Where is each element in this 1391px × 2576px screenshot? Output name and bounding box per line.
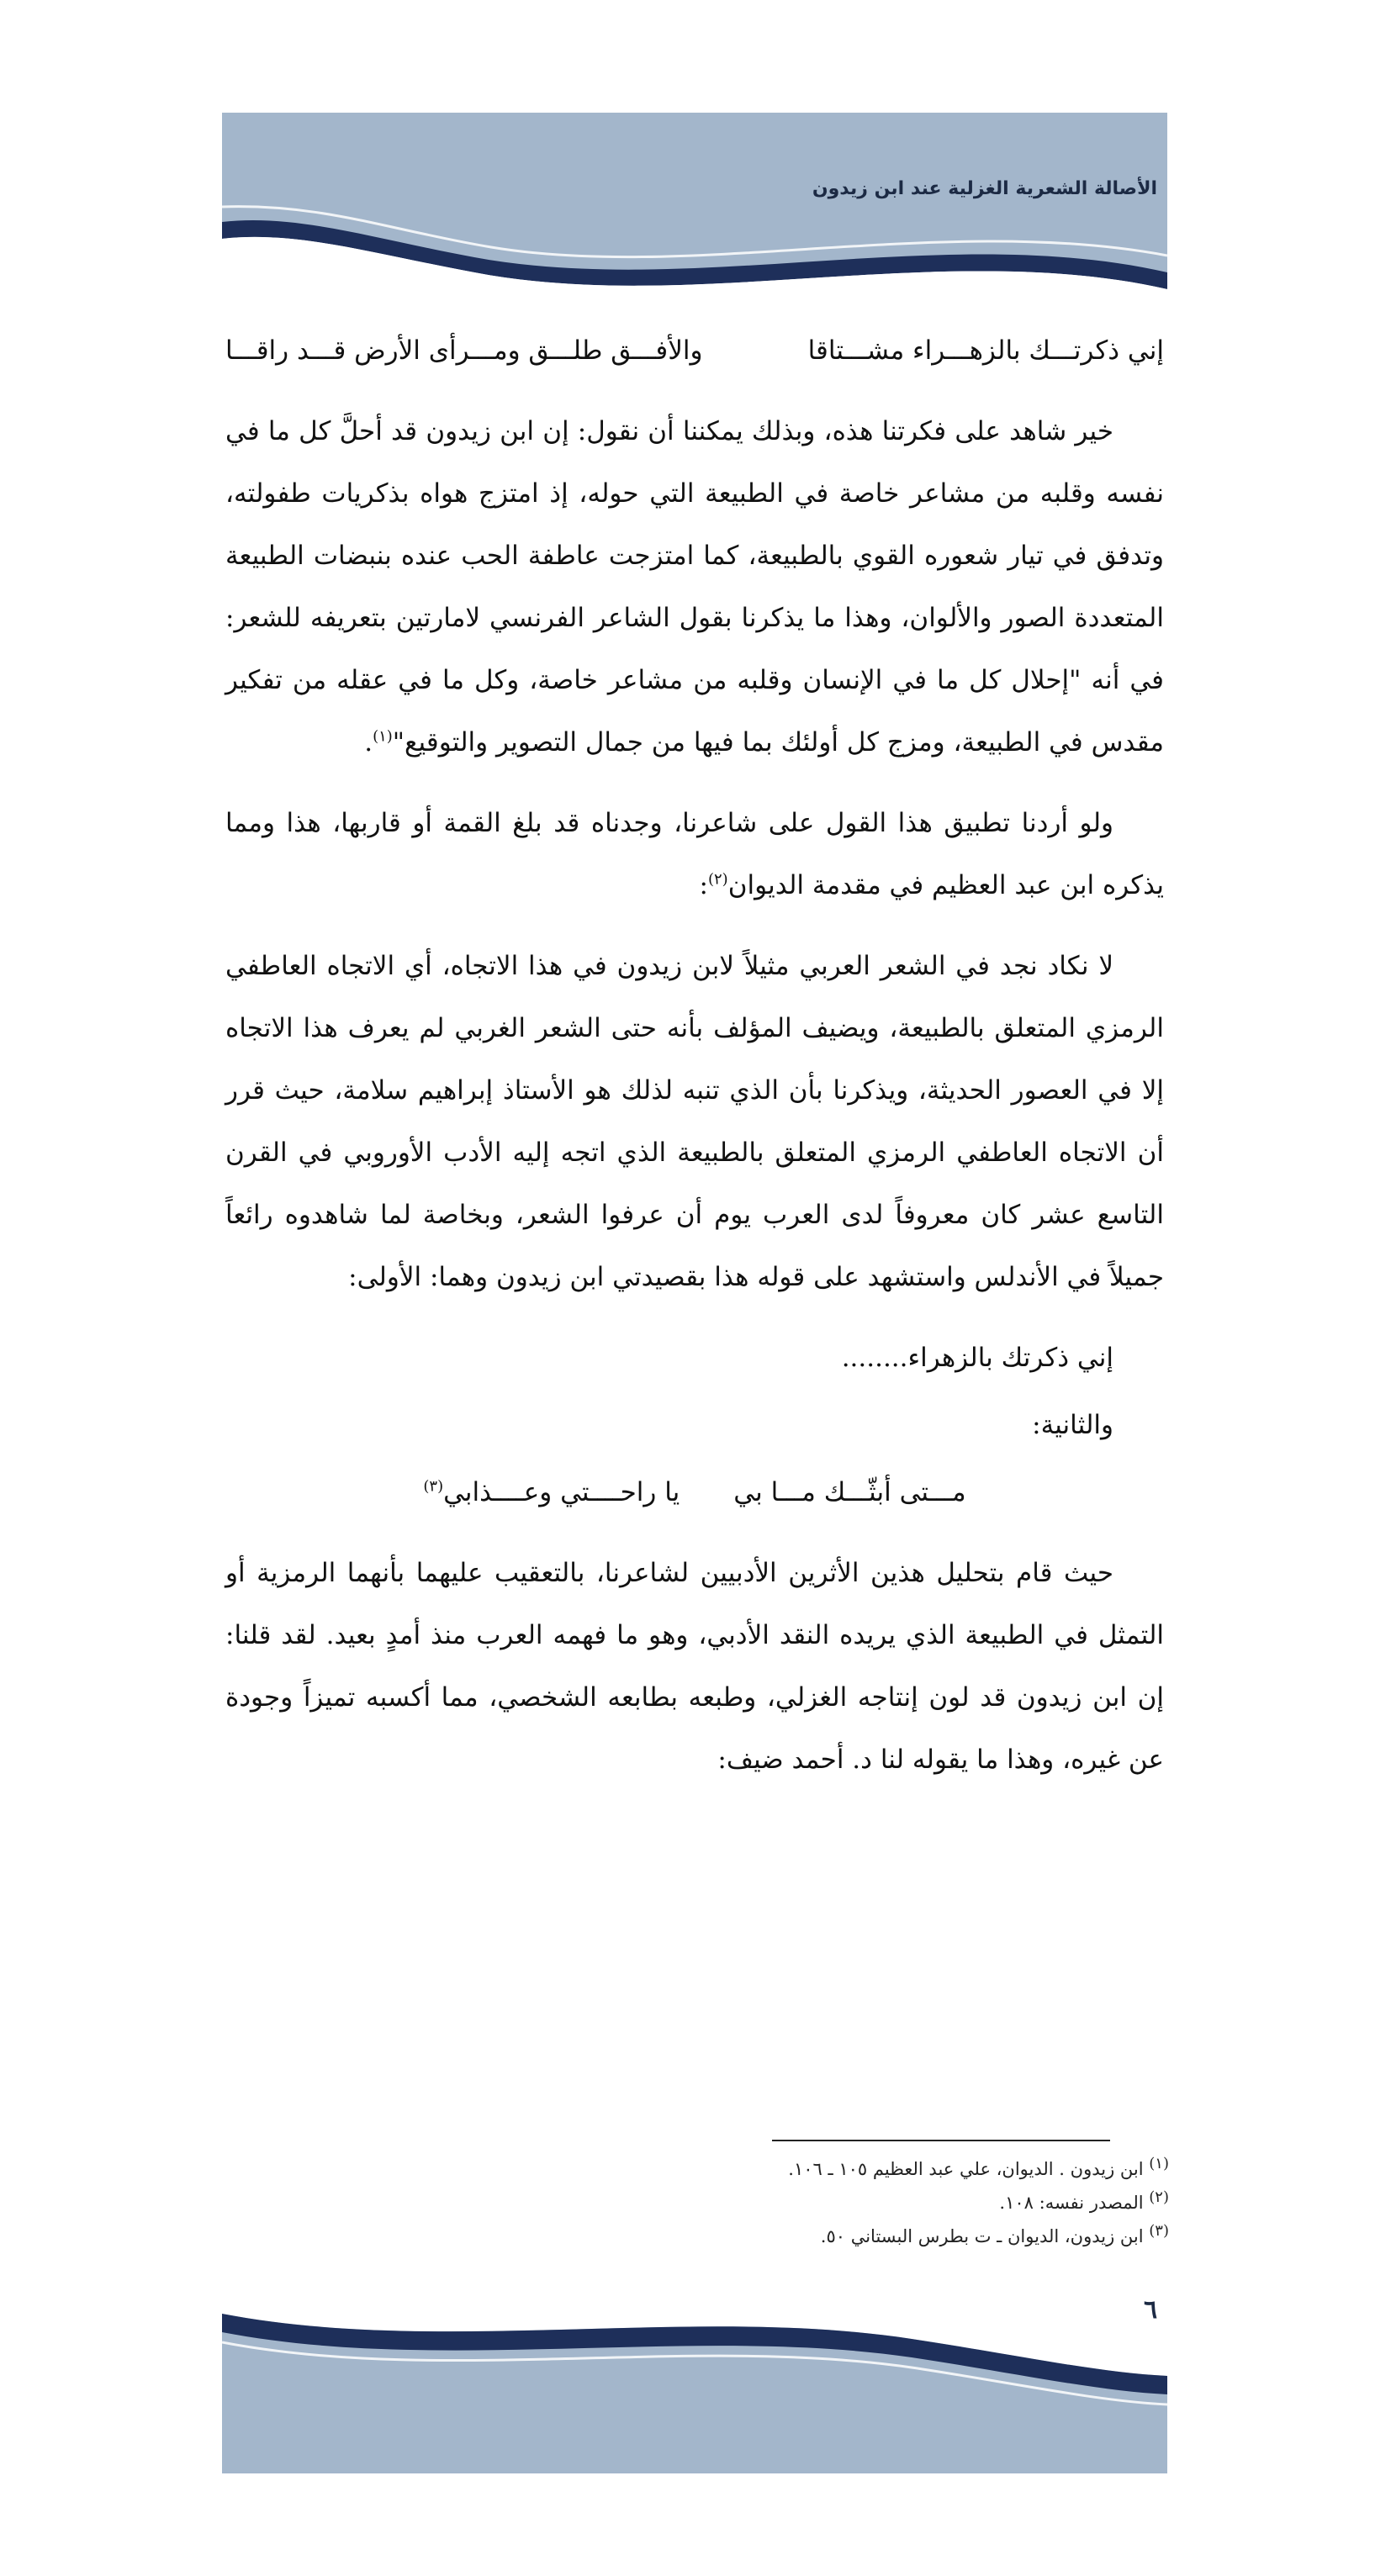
paragraph [225, 400, 1164, 773]
footnote-ref: (٣) [423, 1477, 444, 1496]
footnote-ref: (٢) [707, 870, 728, 889]
main-text [225, 319, 1164, 1809]
footer-decorative-band [222, 2314, 1167, 2473]
paragraph-text: ولو أردنا تطبيق هذا القول على شاعرنا، وجدناه قد بلغ القمة أو قاربها، هذا ومما يذكره ابن عبد العظيم في مقدمة الديوان [225, 808, 1164, 900]
paragraph [225, 935, 1164, 1308]
footnote: $^{(٣)}$ ابن زيدون، الديوان ـ ت بطرس البستاني ٥٠. [820, 2222, 1169, 2246]
paragraph-text: خير شاهد على فكرتنا هذه، وبذلك يمكننا أن نقول: إن ابن زيدون قد أحلَّ كل ما في نفسه وقلبه من مشاعر خاصة في الطبيعة التي حوله، إذ امتزج هواه بذكريات طفولته، وتدفق في تيار شعوره القوي بالطبيعة، كما امتزجت عاطفة الحب عنده بنبضات الطبيعة المتعددة الصور والألوان، وهذا ما يذكرنا بقول الشاعر الفرنسي لامارتين بتعريفه للشعر: في أنه "إحلال كل ما في الإنسان وقلبه من مشاعر خاصة، وكل ما في عقله من تفكير مقدس في الطبيعة، ومزج كل أولئك بما فيها من جمال التصوير والتوقيع" [225, 416, 1164, 757]
footnote: $^{(١)}$ ابن زيدون . الديوان، علي عبد العظيم ١٠٥ ـ ١٠٦. [788, 2155, 1169, 2179]
verse-hemistich-right: مـــتى أبثّـــك مـــا بي [733, 1477, 966, 1507]
verse-hemistich-left: والأفـــق طلـــق ومـــرأى الأرض قـــد راقـــا [225, 335, 703, 366]
running-title: الأصالة الشعرية الغزلية عند ابن زيدون [812, 178, 1157, 199]
quoted-first-line: إني ذكرتك بالزهراء........ [841, 1343, 1113, 1373]
verse-hemistich-left: يا راحــــتي وعــــذابي$^{(٣)}$ [423, 1477, 680, 1507]
paragraph-tail: : [699, 870, 708, 900]
paragraph-tail: . [364, 727, 373, 757]
paragraph [225, 792, 1164, 916]
paragraph: حيث قام بتحليل هذين الأثرين الأدبيين لشاعرنا، بالتعقيب عليهما بأنهما الرمزية أو التمثل في الطبيعة الذي يريده النقد الأدبي، وهو ما فهمه العرب منذ أمدٍ بعيد. لقد قلنا: إن ابن زيدون قد لون إنتاجه الغزلي، وطبعه بطابعه الشخصي، مما أكسبه تميزاً وجودة عن غيره، وهذا ما يقوله لنا د. أحمد ضيف: [225, 1558, 1164, 1775]
paragraph-text: لا نكاد نجد في الشعر العربي مثيلاً لابن زيدون في هذا الاتجاه، أي الاتجاه العاطفي الرمزي المتعلق بالطبيعة، ويضيف المؤلف بأنه حتى الشعر الغربي لم يعرف هذا الاتجاه إلا في العصور الحديثة، ويذكرنا بأن الذي تنبه لذلك هو الأستاذ إبراهيم سلامة، حيث قرر أن الاتجاه العاطفي الرمزي المتعلق بالطبيعة الذي اتجه إليه الأدب الأوروبي في القرن التاسع عشر كان معروفاً لدى العرب يوم أن عرفوا الشعر، وبخاصة لما شاهدوه رائعاً جميلاً في الأندلس واستشهد على قوله هذا بقصيدتي ابن زيدون وهما: الأولى: [225, 951, 1164, 1292]
footnotes [723, 2152, 1169, 2253]
footnote-ref: (١) [373, 727, 393, 746]
poem-verse [225, 319, 1164, 400]
footnote: $^{(٢)}$ المصدر نفسه: ١٠٨. [999, 2188, 1169, 2213]
page-number: ٦ [1144, 2295, 1158, 2325]
second-label: والثانية: [1032, 1410, 1113, 1440]
poem-verse [225, 1461, 1164, 1542]
header-decorative-band [222, 113, 1167, 289]
verse-hemistich-right: إني ذكرتـــك بالزهـــراء مشـــتاقا [807, 335, 1164, 366]
footnote-separator [772, 2140, 1110, 2141]
